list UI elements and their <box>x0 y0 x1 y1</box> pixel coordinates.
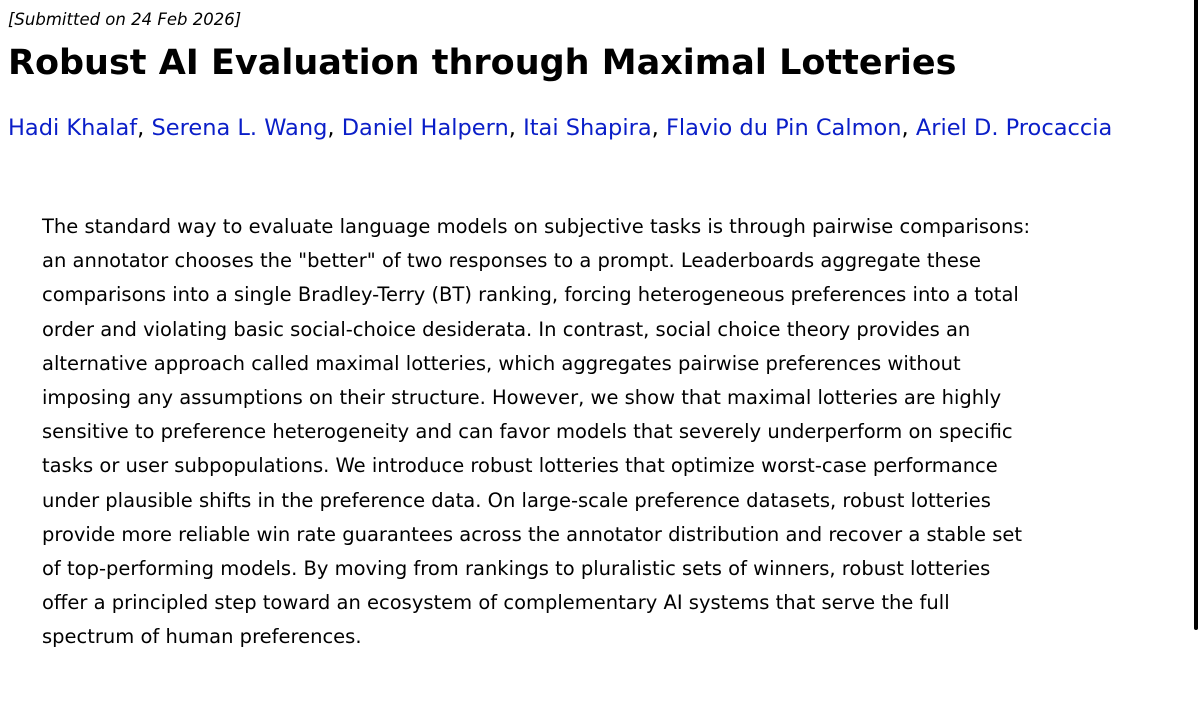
author-separator: , <box>327 115 342 141</box>
abstract-line: order and violating basic social-choice desiderata. In contrast, social choice theory provides an <box>42 317 971 341</box>
paper-title: Robust AI Evaluation through Maximal Lotteries <box>8 43 957 83</box>
abstract <box>42 210 1172 655</box>
abstract-line: of top-performing models. By moving from rankings to pluralistic sets of winners, robust lotteries <box>42 557 991 581</box>
abstract-line: comparisons into a single Bradley-Terry (BT) ranking, forcing heterogeneous preferences into a total <box>42 283 1019 307</box>
abstract-line: The standard way to evaluate language models on subjective tasks is through pairwise comparisons: <box>42 215 1031 238</box>
abstract-line: imposing any assumptions on their structure. However, we show that maximal lotteries are highly <box>42 386 1002 410</box>
abstract-line: an annotator chooses the "better" of two responses to a prompt. Leaderboards aggregate these <box>42 249 981 273</box>
author-separator: , <box>651 115 666 141</box>
abstract-line: provide more reliable win rate guarantees across the annotator distribution and recover a stable set <box>42 522 1023 546</box>
scrollbar[interactable] <box>1190 0 1200 702</box>
abstract-line: tasks or user subpopulations. We introduce robust lotteries that optimize worst-case performance <box>42 454 998 478</box>
abstract-line: alternative approach called maximal lotteries, which aggregates pairwise preferences without <box>42 351 961 375</box>
author-link[interactable]: Ariel D. Procaccia <box>915 115 1113 141</box>
abstract-line: offer a principled step toward an ecosystem of complementary AI systems that serve the full <box>42 591 950 615</box>
author-link[interactable]: Daniel Halpern <box>341 115 509 141</box>
abstract-line: spectrum of human preferences. <box>42 625 362 649</box>
submission-date: [Submitted on 24 Feb 2026] <box>8 10 242 29</box>
author-separator: , <box>901 115 916 141</box>
author-link[interactable]: Flavio du Pin Calmon <box>665 115 902 141</box>
author-list <box>8 110 1158 147</box>
author-separator: , <box>508 115 524 141</box>
author-link[interactable]: Serena L. Wang <box>151 115 328 141</box>
abstract-line: under plausible shifts in the preference data. On large-scale preference datasets, robust lotteries <box>42 488 991 512</box>
abstract-line: sensitive to preference heterogeneity and can favor models that severely underperform on specific <box>42 420 1013 444</box>
author-link[interactable]: Hadi Khalaf <box>8 115 138 141</box>
author-separator: , <box>137 115 152 141</box>
scrollbar-thumb[interactable] <box>1194 0 1198 630</box>
author-link[interactable]: Itai Shapira <box>523 115 652 141</box>
